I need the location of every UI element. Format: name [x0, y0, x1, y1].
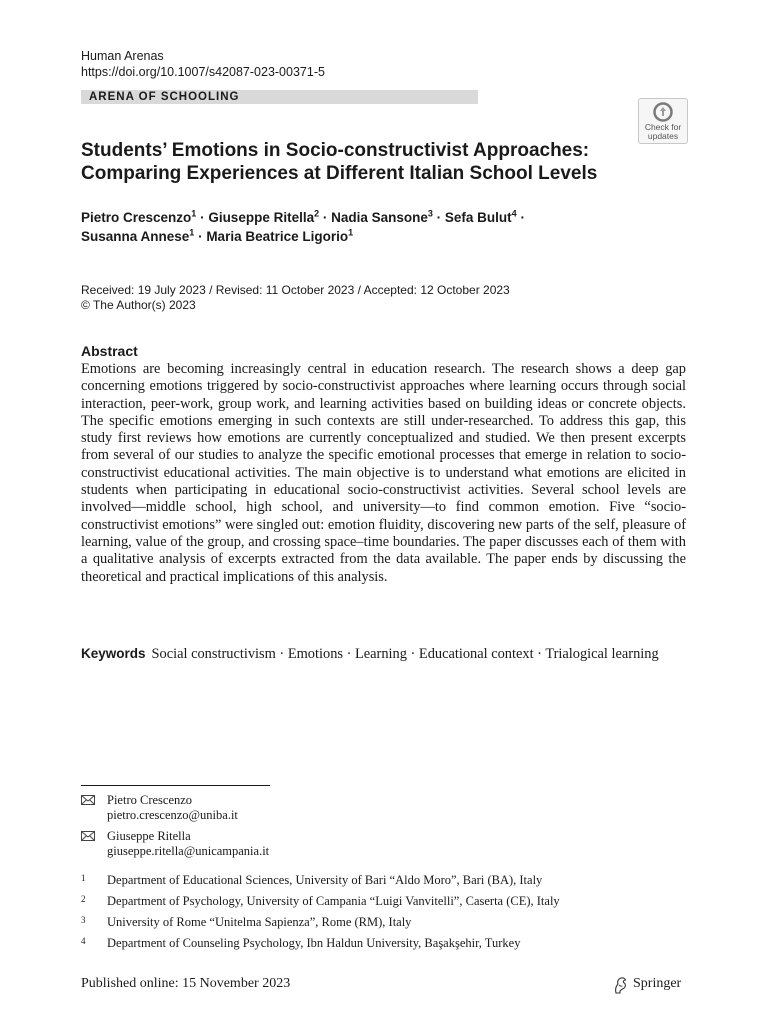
journal-header [81, 48, 325, 80]
affiliation-number: 4 [81, 936, 86, 946]
author-name[interactable]: Nadia Sansone [331, 210, 428, 225]
badge-line1: Check for [644, 122, 682, 132]
author-name[interactable]: Giuseppe Ritella [208, 210, 315, 225]
author-name[interactable]: Susanna Annese [81, 229, 190, 244]
author-affiliation-sup: 3 [427, 208, 433, 219]
affiliation-text: Department of Educational Sciences, University of Bari “Aldo Moro”, Bari (BA), Italy [107, 873, 543, 887]
affiliation-number: 3 [81, 915, 86, 925]
abstract-heading: Abstract [81, 343, 138, 359]
affiliation-text: University of Rome “Unitelma Sapienza”, Rome (RM), Italy [107, 915, 412, 929]
article-title [81, 139, 641, 185]
affiliation-text: Department of Counseling Psychology, Ibn Haldun University, Başakşehir, Turkey [107, 936, 521, 950]
author-name[interactable]: Maria Beatrice Ligorio [206, 229, 349, 244]
keywords-list: Social constructivism · Emotions · Learning · Educational context · Trialogical learning [151, 646, 659, 662]
author-separator: · [432, 210, 445, 225]
affiliation-number: 1 [81, 873, 86, 883]
correspondence-email[interactable]: giuseppe.ritella@unicampania.it [107, 844, 270, 858]
footnote-divider [81, 785, 270, 786]
affiliation-number: 2 [81, 894, 86, 904]
keywords-heading: Keywords [81, 646, 146, 661]
title-line-1: Students’ Emotions in Socio-constructivist Approaches: [81, 140, 590, 161]
badge-line2: updates [647, 131, 679, 141]
author-affiliation-sup: 1 [348, 227, 354, 238]
author-affiliation-sup: 1 [191, 208, 197, 219]
section-label: ARENA OF SCHOOLING [89, 91, 240, 103]
author-affiliation-sup: 4 [511, 208, 517, 219]
correspondence-name: Giuseppe Ritella [107, 829, 191, 843]
published-online: Published online: 15 November 2023 [81, 976, 291, 991]
author-name[interactable]: Pietro Crescenzo [81, 210, 192, 225]
keywords [81, 645, 686, 663]
correspondence-email[interactable]: pietro.crescenzo@uniba.it [107, 808, 238, 822]
doi-link[interactable]: https://doi.org/10.1007/s42087-023-00371-5 [81, 65, 325, 79]
author-affiliation-sup: 1 [189, 227, 195, 238]
author-separator: · [516, 210, 525, 225]
author-list [81, 208, 681, 246]
publisher-logo [612, 975, 692, 995]
springer-horse-icon [612, 976, 628, 994]
check-for-updates-icon [653, 102, 673, 122]
copyright: © The Author(s) 2023 [81, 298, 196, 312]
publisher-name: Springer [633, 976, 682, 991]
title-line-2: Comparing Experiences at Different Italian School Levels [81, 163, 598, 184]
author-separator: · [196, 210, 209, 225]
check-for-updates-badge[interactable] [638, 98, 688, 144]
author-separator: · [319, 210, 332, 225]
abstract-text: Emotions are becoming increasingly central in education research. The research shows a deep gap concerning emotions triggered by socio-constructivist approaches where learning occurs through social interaction, peer-work, group work, and learning activities based on building ideas or concrete objects. The specific emotions emerging in such contexts are still under-researched. To address this gap, this study first reviews how emotions are currently conceptualized and studied. We then present excerpts from several of our studies to analyze the specific emotional processes that emerge in relation to socio-constructivist educational activities. The main objective is to understand what emotions are elicited in students when participating in educational socio-constructivist activities. Several school levels are involved—middle school, high school, and university—to find common emotion. Five “socio-constructivist emotions” were singled out: emotion fluidity, discovering new parts of the self, pleasure of learning, value of the group, and crossing space–time boundaries. The paper discusses each of them with a qualitative analysis of excerpts extracted from the data available. The paper ends by discussing the theoretical and practical implications of this analysis. [81, 361, 686, 585]
received-revised-accepted: Received: 19 July 2023 / Revised: 11 October 2023 / Accepted: 12 October 2023 [81, 283, 510, 297]
author-affiliation-sup: 2 [314, 208, 320, 219]
article-history [81, 283, 510, 313]
envelope-icon [81, 831, 95, 841]
journal-name: Human Arenas [81, 49, 164, 63]
author-name[interactable]: Sefa Bulut [444, 210, 512, 225]
section-bar [81, 90, 478, 104]
author-separator: · [194, 229, 207, 244]
affiliation-text: Department of Psychology, University of Campania “Luigi Vanvitelli”, Caserta (CE), Italy [107, 894, 560, 908]
correspondence-name: Pietro Crescenzo [107, 793, 193, 807]
envelope-icon [81, 795, 95, 805]
